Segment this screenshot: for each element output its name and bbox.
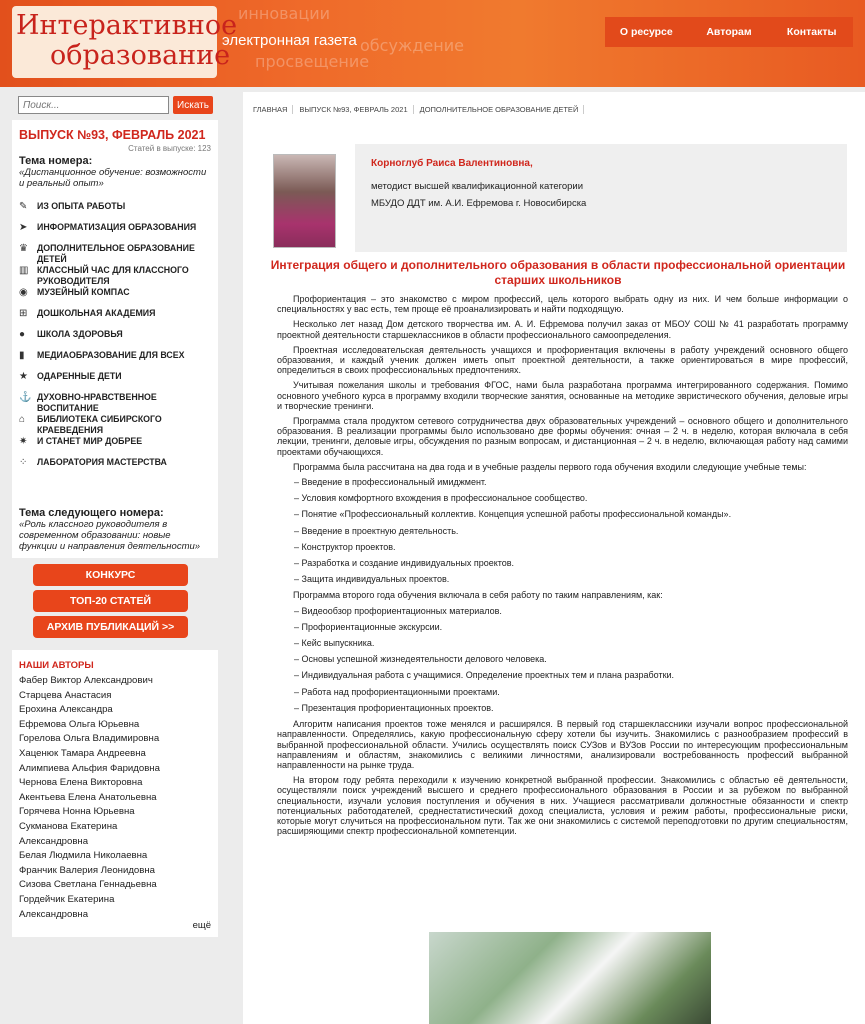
list-item: – Работа над профориентационными проектами. [294,686,500,697]
sidebar-category[interactable] [19,287,211,307]
list-item: – Видеообзор профориентационных материалов. [294,605,502,616]
library-icon: ⌂ [19,414,26,425]
paragraph: Учитывая пожелания школы и требования ФГОС, нами была разработана программа интегрированного содержания. Помимо основного учебного курса в программу входили творческие занятия, основанные на методике эвристического обучения, деловые игры и творческие тренинги. [277,380,848,411]
trophy-icon: ♛ [19,243,28,254]
author-link[interactable]: Фабер Виктор Александрович [19,675,153,686]
list-item: – Конструктор проектов. [294,541,396,552]
sidebar-category-label: ДОШКОЛЬНАЯ АКАДЕМИЯ [37,308,156,318]
apple-icon: ● [19,329,26,340]
author-link[interactable]: Франчик Валерия Леонидовна [19,864,155,876]
sidebar-category[interactable] [19,308,211,328]
article-body [277,294,848,841]
sidebar-category-label: ЛАБОРАТОРИЯ МАСТЕРСТВА [37,457,167,467]
sidebar-category[interactable] [19,329,211,349]
search-button[interactable]: Искать [173,96,213,114]
header-ghost-word: инновации [238,4,331,23]
search-form [18,96,218,114]
author-link[interactable]: Гордейчик Екатерина [19,893,115,905]
authors-list [19,674,211,922]
author-link[interactable]: Александровна [19,835,89,847]
sidebar-category-label: ДУХОВНО-НРАВСТВЕННОЕ ВОСПИТАНИЕ [37,392,157,413]
anchor-icon: ⚓ [19,392,32,403]
cursor-icon: ➤ [19,222,28,233]
sidebar-category[interactable] [19,414,211,435]
top-nav [605,17,853,47]
list-item: – Разработка и создание индивидуальных проектов. [294,558,515,569]
authors-box [12,650,218,937]
author-position: методист высшей квалификационной категории [371,181,584,192]
sidebar-category[interactable] [19,436,211,456]
compass-icon: ◉ [19,287,28,298]
paragraph: Проектная исследовательская деятельность учащихся и профориентация включены в работу учреждений основного общего образования, и каждый ученик должен иметь опыт проектной деятельности, а также ориентироваться в мире профессий, определиться в своих профессиональных предпочтениях. [277,344,848,376]
sidebar-category-label: ШКОЛА ЗДОРОВЬЯ [37,329,123,339]
author-link[interactable]: Белая Людмила Николаевна [19,850,148,862]
paragraph: Алгоритм написания проектов тоже менялся и расширялся. В первый год старшеклассники изучали вопрос профессиональной направленности. Определялись, какую профессиональную сферу хотели бы изучить. Знакомились с разнообразием профессий в выбранной профессиональной области. Учились осуществлять поиск СУЗов и ВУЗов России по интересующим профессиональным направлениям и областям, знакомились с великими личностями, анализировали востребованность профессий выбранной направленности на рынке труда. [277,719,848,770]
sidebar-category-label: ДОПОЛНИТЕЛЬНОЕ ОБРАЗОВАНИЕ ДЕТЕЙ [37,243,195,264]
author-link[interactable]: Акентьева Елена Анатольевна [19,791,157,803]
author-link[interactable]: Старцева Анастасия [19,689,112,701]
paragraph: Программа второго года обучения включала в себя работу по таким направлениям, как: [293,590,663,601]
list-item: – Презентация профориентационных проектов. [294,702,494,713]
issue-title[interactable]: ВЫПУСК №93, ФЕВРАЛЬ 2021 [19,128,206,142]
sidebar-category[interactable] [19,222,211,242]
list-item: – Профориентационные экскурсии. [294,621,443,632]
first-year-topics [277,477,848,584]
article-content [243,92,865,1024]
archive-button[interactable]: АРХИВ ПУБЛИКАЦИЙ >> [33,616,188,638]
feather-icon: ✎ [19,201,28,212]
author-info [355,144,847,252]
book-icon: ▥ [19,265,29,276]
sidebar-category[interactable] [19,457,211,477]
list-item: – Условия комфортного вхождения в профессиональное сообщество. [294,493,588,504]
site-tagline: электронная газета [222,32,357,49]
sidebar-category-label: МЕДИАОБРАЗОВАНИЕ ДЛЯ ВСЕХ [37,350,185,360]
next-theme-heading: Тема следующего номера: [19,507,164,519]
author-link[interactable]: Сукманова Екатерина [19,820,118,832]
article-title: Интеграция общего и дополнительного образования в области профессиональной ориентации старших школьников [270,258,846,287]
breadcrumb-section[interactable]: ДОПОЛНИТЕЛЬНОЕ ОБРАЗОВАНИЕ ДЕТЕЙ [420,105,585,114]
sidebar-category-label: МУЗЕЙНЫЙ КОМПАС [37,287,130,297]
abc-icon: ⊞ [19,308,28,319]
paragraph: Несколько лет назад Дом детского творчества им. А. И. Ефремова получил заказ от МБОУ СОШ № 41 разработать программу проектной деятельности старшеклассников в области профессионального самоопределения. [277,319,848,340]
sidebar-buttons [33,564,218,638]
sidebar-category[interactable] [19,350,211,370]
header-ghost-word: просвещение [255,52,370,71]
author-organization: МБУДО ДДТ им. А.И. Ефремова г. Новосибирска [371,198,587,209]
issue-box [12,120,218,558]
list-item: – Понятие «Профессиональный коллектив. Концепция успешной работы профессиональной команды». [294,509,732,520]
articles-count: Статей в выпуске: 123 [128,144,211,153]
list-item: – Введение в профессиональный имиджмент. [294,477,487,488]
second-year-topics [277,606,848,713]
sidebar-category-label: И СТАНЕТ МИР ДОБРЕЕ [37,436,143,446]
breadcrumb-home[interactable]: ГЛАВНАЯ [253,105,293,114]
sidebar-category-label: ИЗ ОПЫТА РАБОТЫ [37,201,126,211]
sidebar-category-label: БИБЛИОТЕКА СИБИРСКОГО КРАЕВЕДЕНИЯ [37,414,162,435]
theme-heading: Тема номера: [19,155,93,167]
sidebar-category-label: КЛАССНЫЙ ЧАС ДЛЯ КЛАССНОГО РУКОВОДИТЕЛЯ [37,265,189,286]
author-link[interactable]: Алимпиева Альфия Фаридовна [19,762,160,774]
list-item: – Защита индивидуальных проектов. [294,574,450,585]
author-link[interactable]: Чернова Елена Викторовна [19,777,143,789]
film-icon: ▮ [19,350,25,361]
sidebar-category[interactable] [19,243,211,264]
author-link[interactable]: Хаценюк Тамара Андреевна [19,747,146,759]
paragraph: На втором году ребята переходили к изучению конкретной выбранной профессии. Знакомились с областью её деятельности, осуществляли поиск учреждений высшего и среднего профессионального образования в России и за рубежом по выбранной специальности, изучали условия поступления и обучения в них. Учащиеся рассматривали должностные обязанности и спектр потенциальных работодателей, среднестатистический доход специалиста, условия и режим работы, профессиональные риски, которые могут случиться на профессиональном пути. Так же они знакомились с системой переподготовки по другим специальностям, расширяющими спектр профессиональной компетенции. [277,775,848,837]
authors-heading: НАШИ АВТОРЫ [19,660,94,671]
list-item: – Основы успешной жизнедеятельности делового человека. [294,654,547,665]
site-logo[interactable] [12,6,238,78]
logo-line2: образование [50,40,231,71]
theme-text: «Дистанционное обучение: возможности и реальный опыт» [19,167,207,189]
author-link[interactable]: Ефремова Ольга Юрьевна [19,718,140,730]
author-photo [273,154,336,248]
author-link[interactable]: Александровна [19,908,89,920]
sidebar-category[interactable] [19,371,211,391]
sun-icon: ✷ [19,436,28,447]
nav-authors-link[interactable]: Авторам [706,26,752,38]
paragraph: Программа была рассчитана на два года и в учебные разделы первого года обучения входили следующие учебные темы: [293,461,807,472]
sidebar-category[interactable] [19,201,211,221]
paragraph: Профориентация – это знакомство с миром профессий, цель которого выбрать одну из них. И чем больше информации о специальностях у вас есть, тем проще её проанализировать и найти подходящую. [277,294,848,315]
more-authors-link[interactable]: ещё [192,920,211,932]
author-link[interactable]: Горелова Ольга Владимировна [19,733,160,745]
nav-contacts-link[interactable]: Контакты [786,26,837,38]
sidebar-category[interactable] [19,265,211,286]
next-theme-text: «Роль классного руководителя в современном образовании: новые функции и направления деятельности» [19,519,201,552]
category-list [19,201,211,477]
top20-button[interactable]: ТОП-20 СТАТЕЙ [33,590,188,612]
sidebar [12,92,218,937]
search-input[interactable] [18,96,169,114]
nav-about-link[interactable]: О ресурсе [619,26,673,38]
sidebar-category[interactable] [19,392,211,413]
sidebar-category-label: ИНФОРМАТИЗАЦИЯ ОБРАЗОВАНИЯ [37,222,197,232]
contest-button[interactable]: КОНКУРС [33,564,188,586]
breadcrumb-issue[interactable]: ВЫПУСК №93, ФЕВРАЛЬ 2021 [299,105,413,114]
author-link[interactable]: Горячева Нонна Юрьевна [19,806,135,818]
star-icon: ★ [19,371,28,382]
header-ghost-word: обсуждение [360,36,464,55]
breadcrumb [253,105,584,114]
sidebar-category-label: ОДАРЕННЫЕ ДЕТИ [37,371,122,381]
dots-icon: ⁘ [19,457,28,468]
site-header [0,0,865,87]
author-name: Корноглуб Раиса Валентиновна, [371,158,533,169]
list-item: – Кейс выпускника. [294,638,375,649]
author-link[interactable]: Ерохина Александра [19,704,113,716]
list-item: – Введение в проектную деятельность. [294,525,459,536]
logo-line1: Интерактивное [16,10,238,41]
author-link[interactable]: Сизова Светлана Геннадьевна [19,879,157,891]
paragraph: Программа стала продуктом сетевого сотрудничества двух образовательных учреждений – основного общего и дополнительного образования. В реализации программы было использовано две формы обучения: очная – 2 ч. в неделю, которая включала в себя лекции, тренинги, деловые игры, обсуждения по разным вопросам, и дистанционная – 2 ч. в неделю, включающая работу над самими проектами обучающихся. [277,416,848,457]
article-photo [429,932,711,1024]
list-item: – Индивидуальная работа с учащимися. Определение проектных тем и плана разработки. [294,670,675,681]
